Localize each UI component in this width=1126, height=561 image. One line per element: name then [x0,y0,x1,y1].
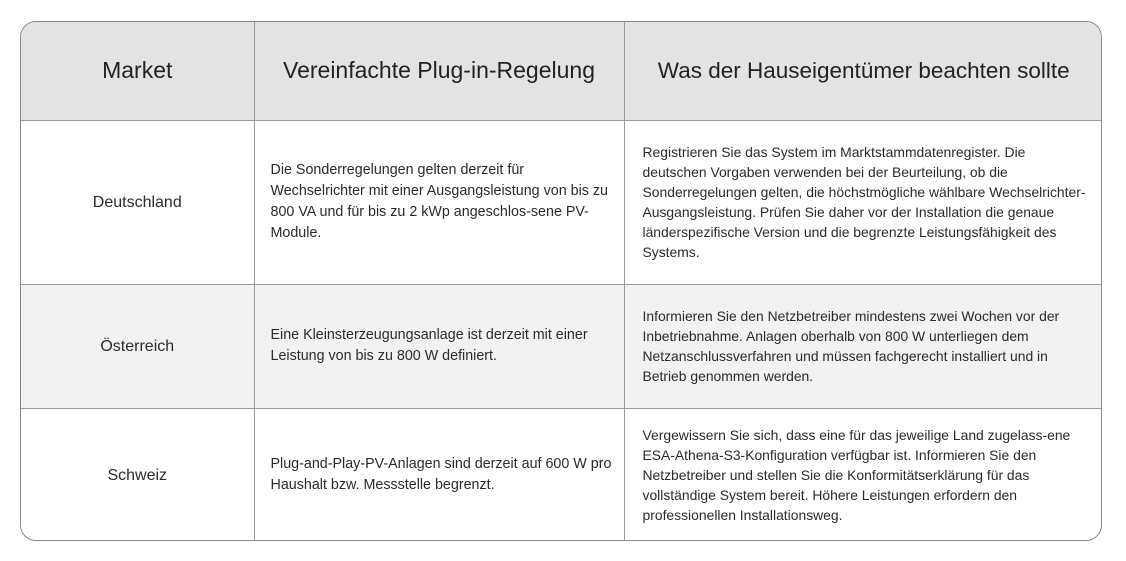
rule-cell [254,408,624,541]
regulation-table-grid [21,22,1102,541]
header-market: Market [21,22,254,120]
owner-note-text: Vergewissern Sie sich, dass eine für das jeweilige Land zugelass-ene ESA-Athena-S3-Konfiguration verfügbar ist. Informieren Sie den Netzbetreiber und stellen Sie die Konformitätserklärung für das vollständige System bereit. Höhere Leistungen erfordern den professionellen Installationsweg. [642,427,1071,524]
owner-note-text: Informieren Sie den Netzbetreiber mindestens zwei Wochen vor der Inbetriebnahme. Anlagen oberhalb von 800 W unterliegen dem Netzanschlussverfahren und müssen fachgerecht installiert und in Betrieb genommen werden. [642,308,1060,384]
rule-cell [254,120,624,284]
header-row [21,22,1102,120]
table-row-schweiz [21,408,1102,541]
header-owner-notes: Was der Hauseigentümer beachten sollte [624,22,1102,120]
rule-text: Plug-and-Play-PV-Anlagen sind derzeit auf 600 W pro Haushalt bzw. Messstelle begrenzt. [270,456,612,494]
regulation-table [20,21,1102,541]
rule-text: Eine Kleinsterzeugungsanlage ist derzeit mit einer Leistung von bis zu 800 W definiert. [270,327,588,364]
owner-note-text: Registrieren Sie das System im Marktstammdatenregister. Die deutschen Vorgaben verwenden bei der Beurteilung, ob die Sonderregelungen gelten, die höchstmögliche wählbare Wechselrichter-Ausgangsleistung. Prüfen Sie daher vor der Installation die genaue länderspezifische Version und die begrenzte Leistungsfähigkeit des Systems. [642,144,1086,260]
market-cell: Österreich [21,284,254,408]
table-body [21,120,1102,541]
rule-text: Die Sonderregelungen gelten derzeit für Wechselrichter mit einer Ausgangsleistung von bis zu 800 VA und für bis zu 2 kWp angeschlos-sene PV-Module. [270,162,608,241]
rule-cell [254,284,624,408]
market-cell: Deutschland [21,120,254,284]
owner-note-cell [624,120,1102,284]
market-cell: Schweiz [21,408,254,541]
owner-note-cell [624,408,1102,541]
table-row-deutschland [21,120,1102,284]
owner-note-cell [624,284,1102,408]
table-row-oesterreich [21,284,1102,408]
table-header [21,22,1102,120]
header-rule: Vereinfachte Plug-in-Regelung [254,22,624,120]
